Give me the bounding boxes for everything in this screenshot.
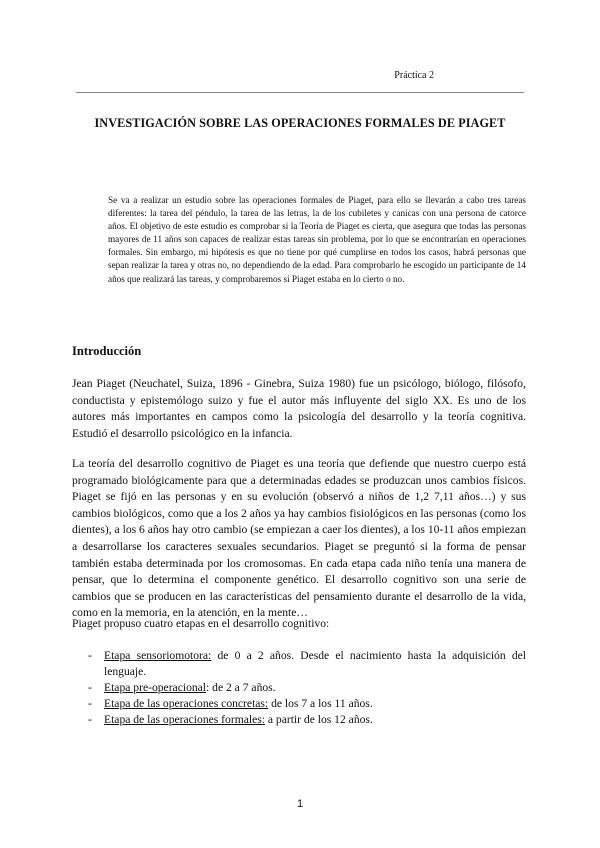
list-dash: - [88,713,92,726]
stage-name: Etapa pre-operacional [104,681,207,694]
stage-detail: : de 2 a 7 años. [206,681,276,694]
list-dash: - [88,681,92,694]
list-item [72,648,526,680]
list-dash: - [88,697,92,710]
page-number: 1 [296,798,304,810]
stage-name: Etapa de las operaciones concretas: [104,697,269,710]
intro-paragraph-1: Jean Piaget (Neuchatel, Suiza, 1896 - Ginebra, Suiza 1980) fue un psicólogo, biólogo, filósofo, conductista y epistemólogo suizo y fue el autor más influyente del siglo XX. Es uno de los autores más importantes en campos como la psicología del desarrollo y la teoría cognitiva. Estudió el desarrollo psicológico en la infancia. [72,377,526,440]
stages-list [72,648,526,728]
list-item [72,696,526,712]
list-item [72,712,526,728]
stage-detail: de 0 a 2 años. Desde el nacimiento hasta la adquisición del lenguaje. [104,649,526,678]
intro-paragraph-3: Piaget propuso cuatro etapas en el desarrollo cognitivo: [72,617,330,630]
list-dash: - [88,649,92,662]
header-divider [76,92,524,93]
intro-paragraph-2: La teoría del desarrollo cognitivo de Piaget es una teoría que defiende que nuestro cuerpo está programado biológicamente para que a determinadas edades se produzcan unos cambios físicos. Piaget se fijó en las personas y en su evolución (observó a niños de 1,2 7,11 años…) y sus cambios biológicos, como que a los 2 años ya hay cambios fisiológicos en las personas (como los dientes), a los 6 años hay otro cambio (se empiezan a caer los dientes), a los 10-11 años empiezan a desarrollarse los caracteres sexuales secundarios. Piaget se preguntó si la forma de pensar también estaba determinada por los cromosomas. En cada etapa cada niño tenía una manera de pensar, que lo determina el componente genético. El desarrollo cognitivo son una serie de cambios que se producen en las características del pensamiento durante el desarrollo de la vida, como en la memoria, en la atención, en la mente… [72,457,526,620]
abstract-paragraph: Se va a realizar un estudio sobre las operaciones formales de Piaget, para ello se llevarán a cabo tres tareas diferentes: la tarea del péndulo, la tarea de las letras, la de los cubiletes y canicas con una persona de catorce años. El objetivo de este estudio es comprobar si la Teoría de Piaget es cierta, que asegura que todas las personas mayores de 11 años son capaces de realizar estas tareas sin problema, por lo que se encontrarían en operaciones formales. Sin embargo, mi hipótesis es que no tiene por qué cumplirse en todos los casos, habrá personas que sepan realizar la tarea y otras no, no dependiendo de la edad. Para comprobarlo he escogido un participante de 14 años que realizará las tareas, y comprobaremos si Piaget estaba en lo cierto o no. [108,195,526,284]
header-practice-label: Práctica 2 [394,70,434,81]
list-item [72,680,526,696]
document-title: INVESTIGACIÓN SOBRE LAS OPERACIONES FORMALES DE PIAGET [94,116,506,130]
stage-name: Etapa sensoriomotora: [104,649,212,662]
stage-detail: de los 7 a los 11 años. [268,697,373,710]
stage-name: Etapa de las operaciones formales: [104,713,265,726]
section-heading-introduccion: Introducción [72,344,142,358]
stage-detail: a partir de los 12 años. [264,713,373,726]
